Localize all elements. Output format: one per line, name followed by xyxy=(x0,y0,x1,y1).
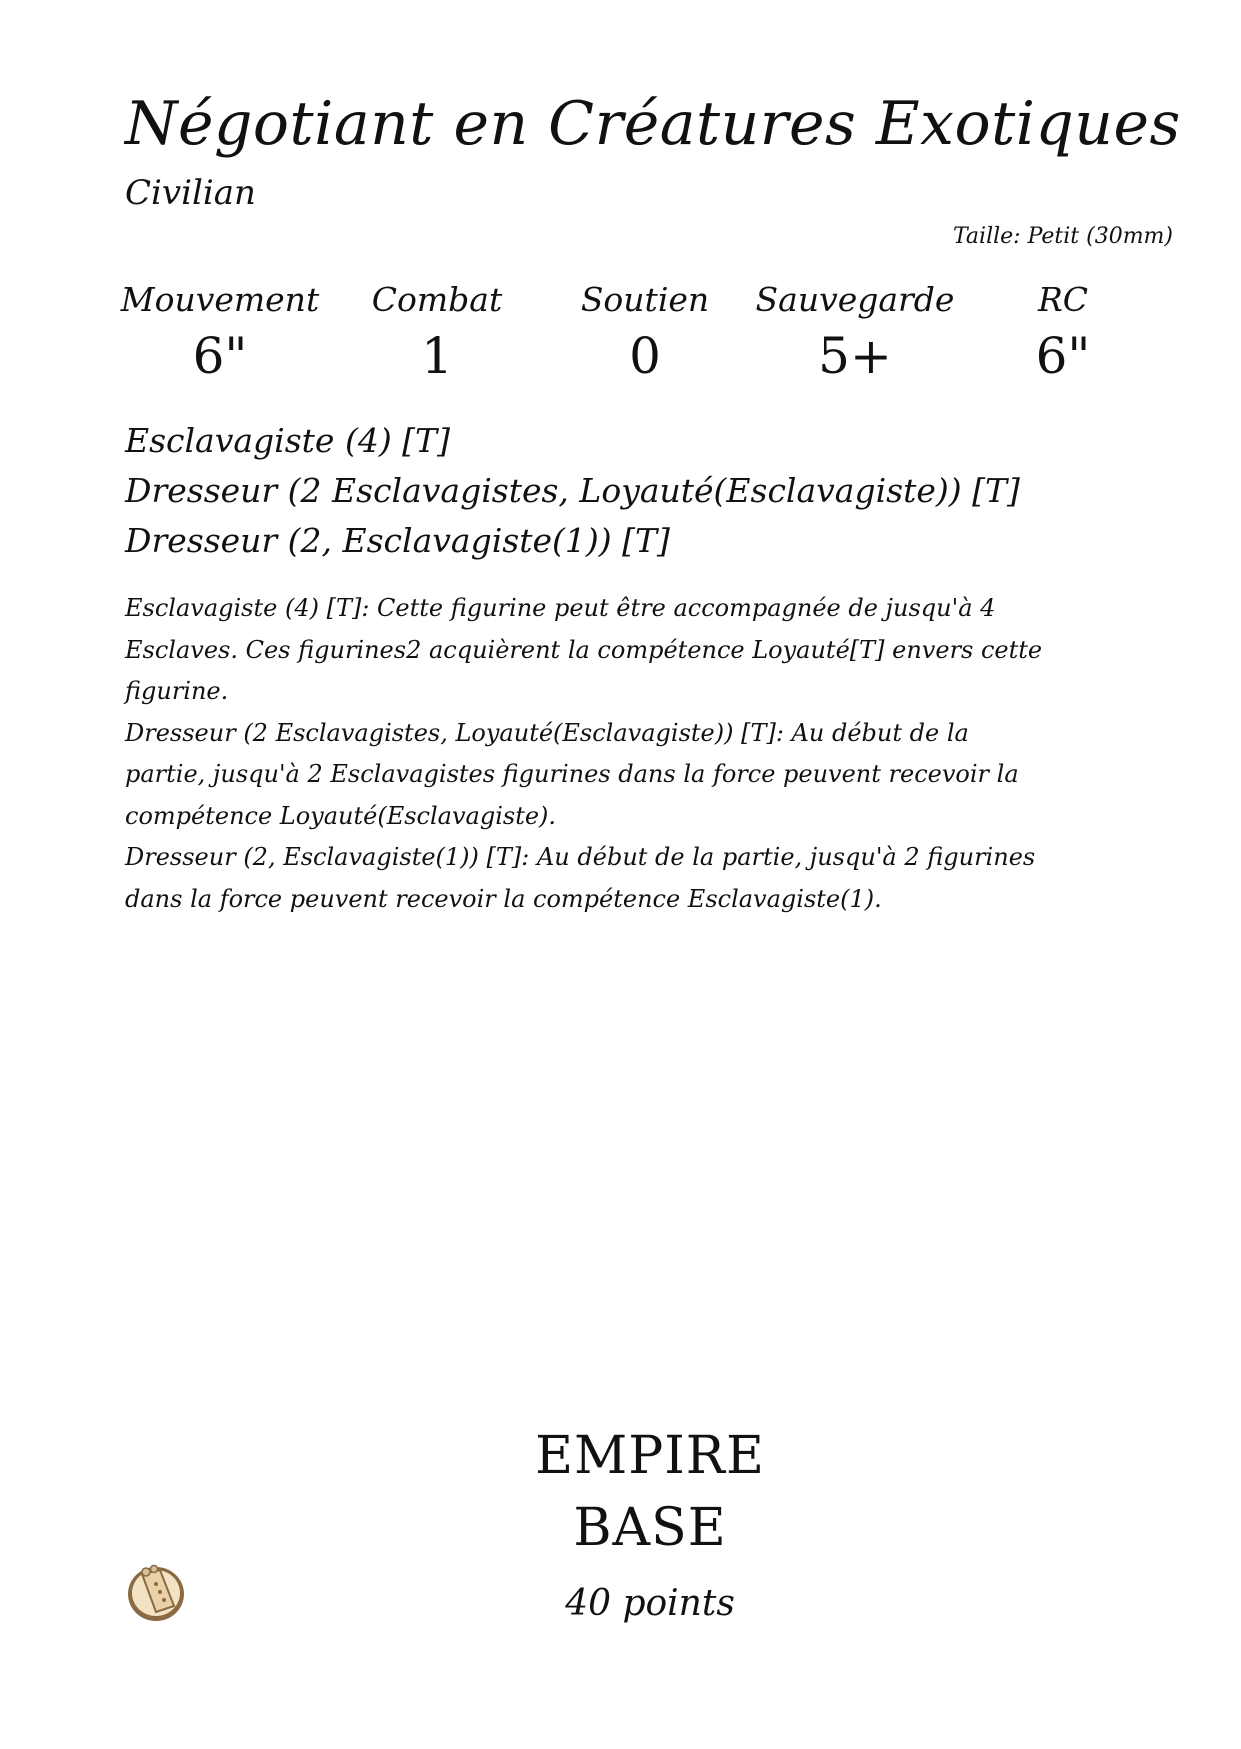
ability-description: Dresseur (2 Esclavagistes, Loyauté(Esclavagiste)) [T]: Au début de la partie, jusqu'à 2 Esclavagistes figurines dans la force peuvent recevoir la compétence Loyauté(Esclavagiste). xyxy=(125,718,1019,830)
size-label: Taille: Petit (30mm) xyxy=(952,224,1173,249)
stat-rc xyxy=(958,278,1168,388)
ability-item: Dresseur (2, Esclavagiste(1)) [T] xyxy=(125,521,670,560)
ability-description: Dresseur (2, Esclavagiste(1)) [T]: Au début de la partie, jusqu'à 2 figurines dans la force peuvent recevoir la compétence Esclavagiste(1). xyxy=(125,843,1036,913)
faction-name: EMPIRE xyxy=(535,1426,765,1486)
stat-value: 0 xyxy=(629,327,661,385)
stat-movement xyxy=(115,278,325,388)
base-token-icon xyxy=(124,1560,188,1624)
ability-item: Esclavagiste (4) [T] xyxy=(125,421,450,460)
faction-list: BASE xyxy=(573,1498,727,1558)
stat-value: 5+ xyxy=(818,327,892,385)
stat-label: Soutien xyxy=(580,280,710,319)
stat-label: Mouvement xyxy=(120,280,320,319)
stats-row xyxy=(120,278,1125,398)
stat-soutien xyxy=(540,278,750,388)
stat-value: 1 xyxy=(421,327,453,385)
points-cost: 40 points xyxy=(565,1583,735,1624)
stat-label: Combat xyxy=(371,280,503,319)
ability-descriptions xyxy=(125,588,1055,920)
card-title: Négotiant en Créatures Exotiques xyxy=(125,89,1181,159)
ability-description: Esclavagiste (4) [T]: Cette figurine peut être accompagnée de jusqu'à 4 Esclaves. Ces figurines2 acquièrent la compétence Loyauté[T] envers cette figurine. xyxy=(125,594,1043,705)
ability-item: Dresseur (2 Esclavagistes, Loyauté(Esclavagiste)) [T] xyxy=(125,471,1020,510)
abilities-list xyxy=(125,416,1125,566)
stat-label: Sauvegarde xyxy=(755,280,955,319)
stat-combat xyxy=(332,278,542,388)
stat-value: 6" xyxy=(192,327,248,385)
card-subtitle: Civilian xyxy=(125,173,256,213)
stat-label: RC xyxy=(1037,280,1089,319)
stat-value: 6" xyxy=(1035,327,1091,385)
stat-sauvegarde xyxy=(750,278,960,388)
